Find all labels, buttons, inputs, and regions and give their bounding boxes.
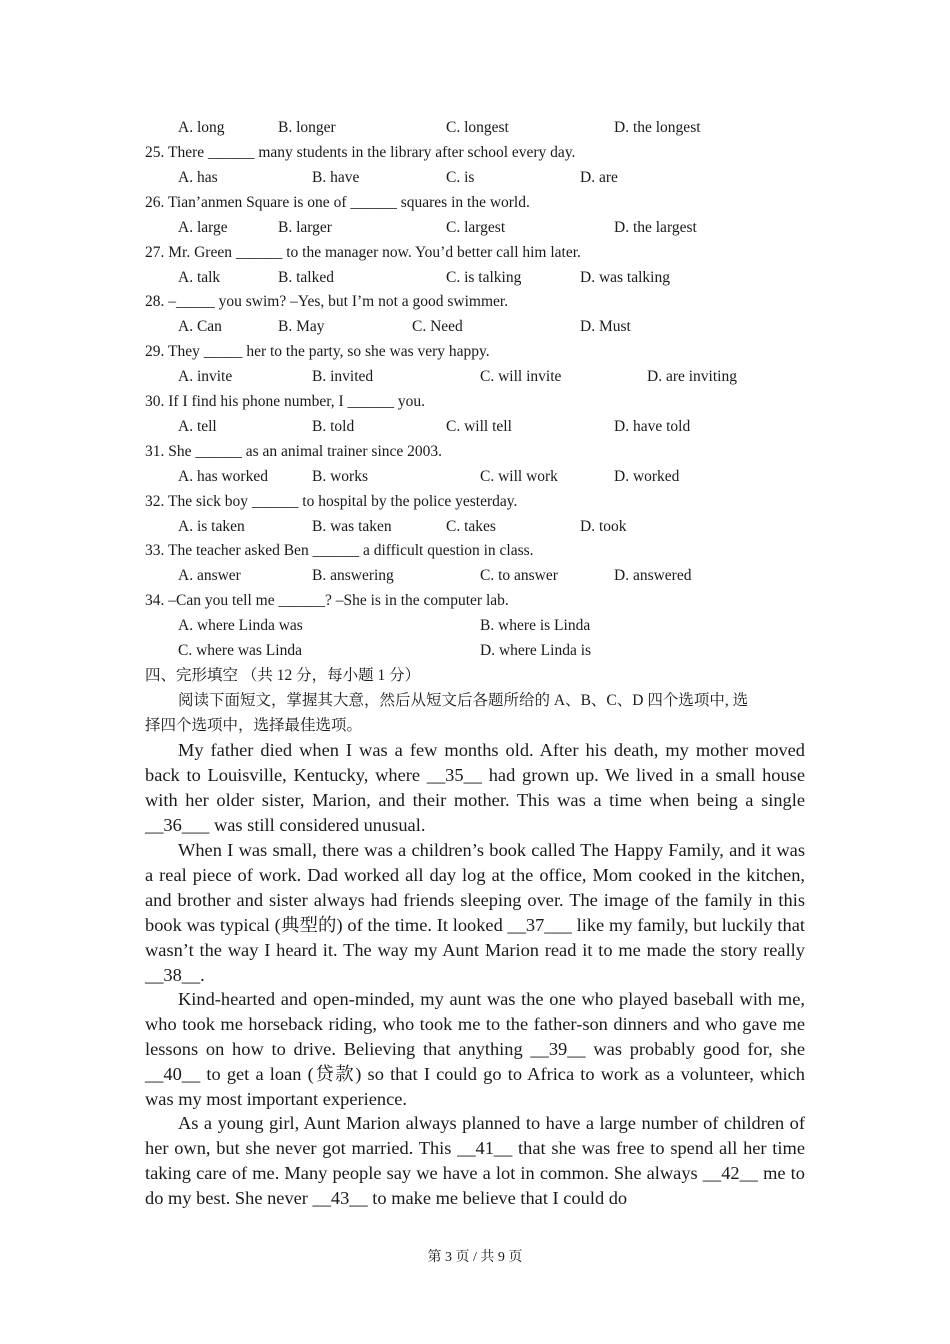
option-a: A. answer (178, 567, 241, 584)
option-d: D. Must (580, 318, 631, 335)
passage-paragraph-4: As a young girl, Aunt Marion always planned to have a large number of children of her own, but she never got married. This __41__ that she was free to spend all her time taking care of me. Many people say we have a lot in common. She always __42__ me to do my best. She never __43__ to make me believe that I could do (145, 1113, 805, 1208)
option-c: C. to answer (480, 567, 558, 584)
option-d: D. where Linda is (480, 642, 592, 659)
option-a: A. has (178, 169, 218, 186)
option-a: A. has worked (178, 468, 268, 485)
question-31-stem: 31. She ______ as an animal trainer since 2003. (145, 443, 443, 460)
option-c: C. will invite (480, 368, 562, 385)
option-c: C. will work (480, 468, 558, 485)
page-number-footer: 第 3 页 / 共 9 页 (427, 1250, 523, 1265)
question-26-stem: 26. Tian’anmen Square is one of ______ squares in the world. (145, 194, 530, 211)
option-d: D. answered (614, 567, 692, 584)
option-c: C. is (446, 169, 475, 186)
option-c: C. where was Linda (178, 642, 302, 659)
option-c: C. largest (446, 219, 506, 236)
option-a: A. Can (178, 318, 222, 335)
option-a: A. long (178, 119, 225, 136)
option-d: D. have told (614, 418, 691, 435)
passage-paragraph-3: Kind-hearted and open-minded, my aunt was the one who played baseball with me, who took me horseback riding, who took me to the father-son dinners and who gave me lessons on how to drive. Believing that anything __39__ was probably good for, she __40__ to get a loan (贷款) so that I could go to Africa to work as a volunteer, which was my most important experience. (145, 989, 805, 1109)
option-c: C. is talking (446, 269, 522, 286)
question-32-stem: 32. The sick boy ______ to hospital by the police yesterday. (145, 493, 518, 510)
option-b: B. May (278, 318, 325, 335)
option-a: A. is taken (178, 518, 245, 535)
option-a: A. where Linda was (178, 617, 303, 634)
question-27-stem: 27. Mr. Green ______ to the manager now. You’d better call him later. (145, 244, 581, 261)
option-d: D. was talking (580, 269, 670, 286)
option-d: D. are inviting (647, 368, 737, 385)
question-33-stem: 33. The teacher asked Ben ______ a difficult question in class. (145, 542, 534, 559)
option-c: C. will tell (446, 418, 512, 435)
question-25-stem: 25. There ______ many students in the library after school every day. (145, 144, 576, 161)
option-c: C. Need (412, 318, 463, 335)
option-b: B. where is Linda (480, 617, 591, 634)
option-b: B. invited (312, 368, 374, 385)
option-a: A. large (178, 219, 228, 236)
option-b: B. longer (278, 119, 336, 136)
option-d: D. are (580, 169, 618, 186)
option-d: D. took (580, 518, 627, 535)
passage-paragraph-2: When I was small, there was a children’s book called The Happy Family, and it was a real piece of work. Dad worked all day log at the office, Mom cooked in the kitchen, and brother and sister always had friends sleeping over. The image of the family in this book was typical (典型的) of the time. It looked __37___ like my family, but luckily that wasn’t the way I heard it. The way my Aunt Marion read it to me made the story really __38__. (145, 840, 805, 985)
option-a: A. invite (178, 368, 233, 385)
question-34-stem: 34. –Can you tell me ______? –She is in the computer lab. (145, 592, 509, 609)
option-b: B. was taken (312, 518, 392, 535)
option-d: D. the largest (614, 219, 697, 236)
section-4-instruction-line-1: 阅读下面短文，掌握其大意，然后从短文后各题所给的 A、B、C、D 四个选项中, 选 (178, 692, 749, 709)
option-c: C. longest (446, 119, 509, 136)
option-a: A. talk (178, 269, 221, 286)
option-b: B. answering (312, 567, 394, 584)
option-b: B. works (312, 468, 368, 485)
question-29-stem: 29. They _____ her to the party, so she was very happy. (145, 343, 490, 360)
option-b: B. told (312, 418, 355, 435)
option-c: C. takes (446, 518, 496, 535)
option-a: A. tell (178, 418, 217, 435)
passage-paragraph-1: My father died when I was a few months old. After his death, my mother moved back to Louisville, Kentucky, where __35__ had grown up. We lived in a small house with her older sister, Marion, and their mother. This was a time when being a single __36___ was still considered unusual. (145, 740, 805, 835)
section-4-instruction-line-2: 择四个选项中，选择最佳选项。 (145, 717, 363, 734)
question-28-stem: 28. –_____ you swim? –Yes, but I’m not a good swimmer. (145, 293, 509, 310)
option-b: B. talked (278, 269, 334, 286)
question-30-stem: 30. If I find his phone number, I ______ you. (145, 393, 426, 410)
option-d: D. worked (614, 468, 680, 485)
option-b: B. larger (278, 219, 332, 236)
section-4-title: 四、完形填空 （共 12 分，每小题 1 分） (145, 667, 421, 684)
option-d: D. the longest (614, 119, 701, 136)
option-b: B. have (312, 169, 360, 186)
